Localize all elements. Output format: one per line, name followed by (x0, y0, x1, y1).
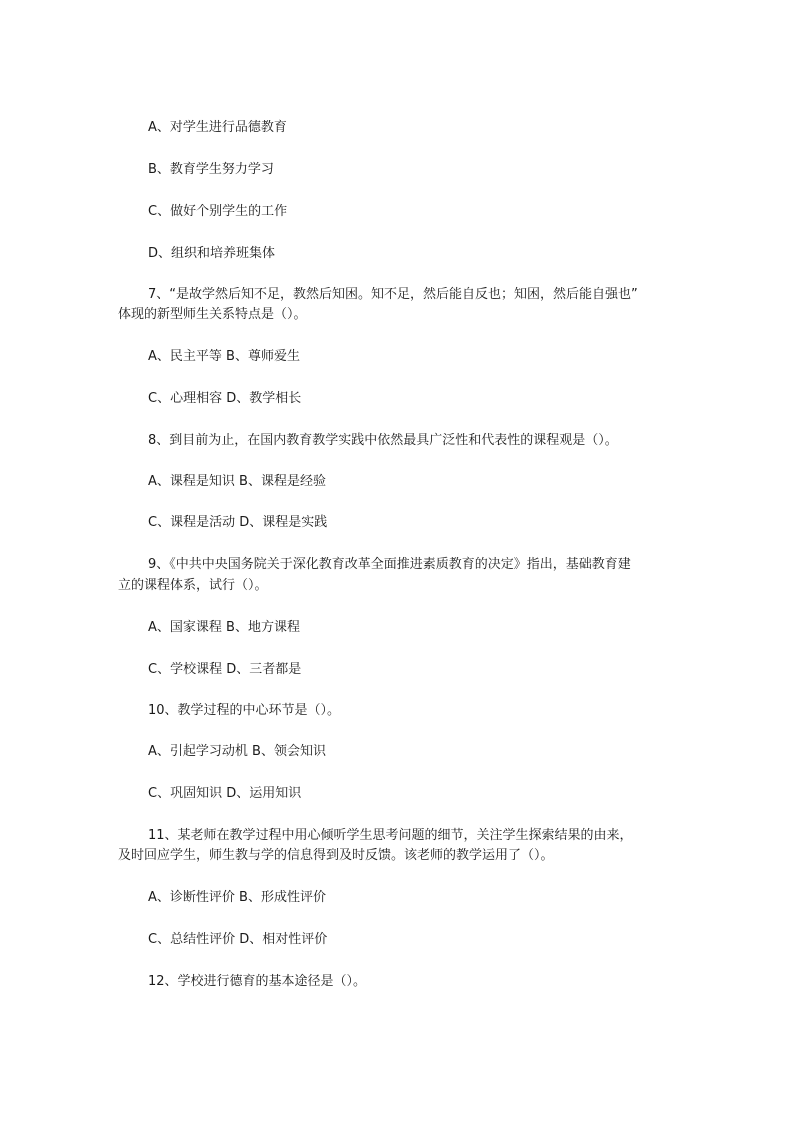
q11-options-row2: C、总结性评价 D、相对性评价 (148, 932, 328, 947)
q7-options-row2: C、心理相容 D、教学相长 (148, 391, 302, 406)
q7-options-row1: A、民主平等 B、尊师爱生 (148, 349, 300, 364)
q10-stem: 10、教学过程的中心环节是（）。 (148, 703, 341, 718)
q8-options-row1: A、课程是知识 B、课程是经验 (148, 474, 326, 489)
q11-stem-line1: 11、某老师在教学过程中用心倾听学生思考问题的细节，关注学生探索结果的由来， (148, 828, 633, 843)
q6-option-b: B、教育学生努力学习 (148, 162, 274, 177)
q10-options-row2: C、巩固知识 D、运用知识 (148, 786, 302, 801)
q10-options-row1: A、引起学习动机 B、领会知识 (148, 744, 326, 759)
q8-stem: 8、到目前为止，在国内教育教学实践中依然最具广泛性和代表性的课程观是（）。 (148, 433, 618, 448)
q9-stem-line2: 立的课程体系，试行（）。 (118, 578, 268, 593)
q9-options-row2: C、学校课程 D、三者都是 (148, 662, 302, 677)
q9-options-row1: A、国家课程 B、地方课程 (148, 620, 300, 635)
q11-options-row1: A、诊断性评价 B、形成性评价 (148, 890, 326, 905)
q6-option-d: D、组织和培养班集体 (148, 246, 276, 261)
q11-stem-line2: 及时回应学生，师生教与学的信息得到及时反馈。该老师的教学运用了（）。 (118, 848, 554, 863)
q8-options-row2: C、课程是活动 D、课程是实践 (148, 515, 328, 530)
q7-stem-line1: 7、“是故学然后知不足，教然后知困。知不足，然后能自反也；知困，然后能自强也” (148, 287, 638, 302)
q9-stem-line1: 9、《中共中央国务院关于深化教育改革全面推进素质教育的决定》指出，基础教育建 (148, 557, 631, 572)
q12-stem: 12、学校进行德育的基本途径是（）。 (148, 974, 367, 989)
q6-option-c: C、做好个别学生的工作 (148, 204, 288, 219)
q7-stem-line2: 体现的新型师生关系特点是（）。 (118, 307, 307, 322)
q6-option-a: A、对学生进行品德教育 (148, 120, 287, 135)
